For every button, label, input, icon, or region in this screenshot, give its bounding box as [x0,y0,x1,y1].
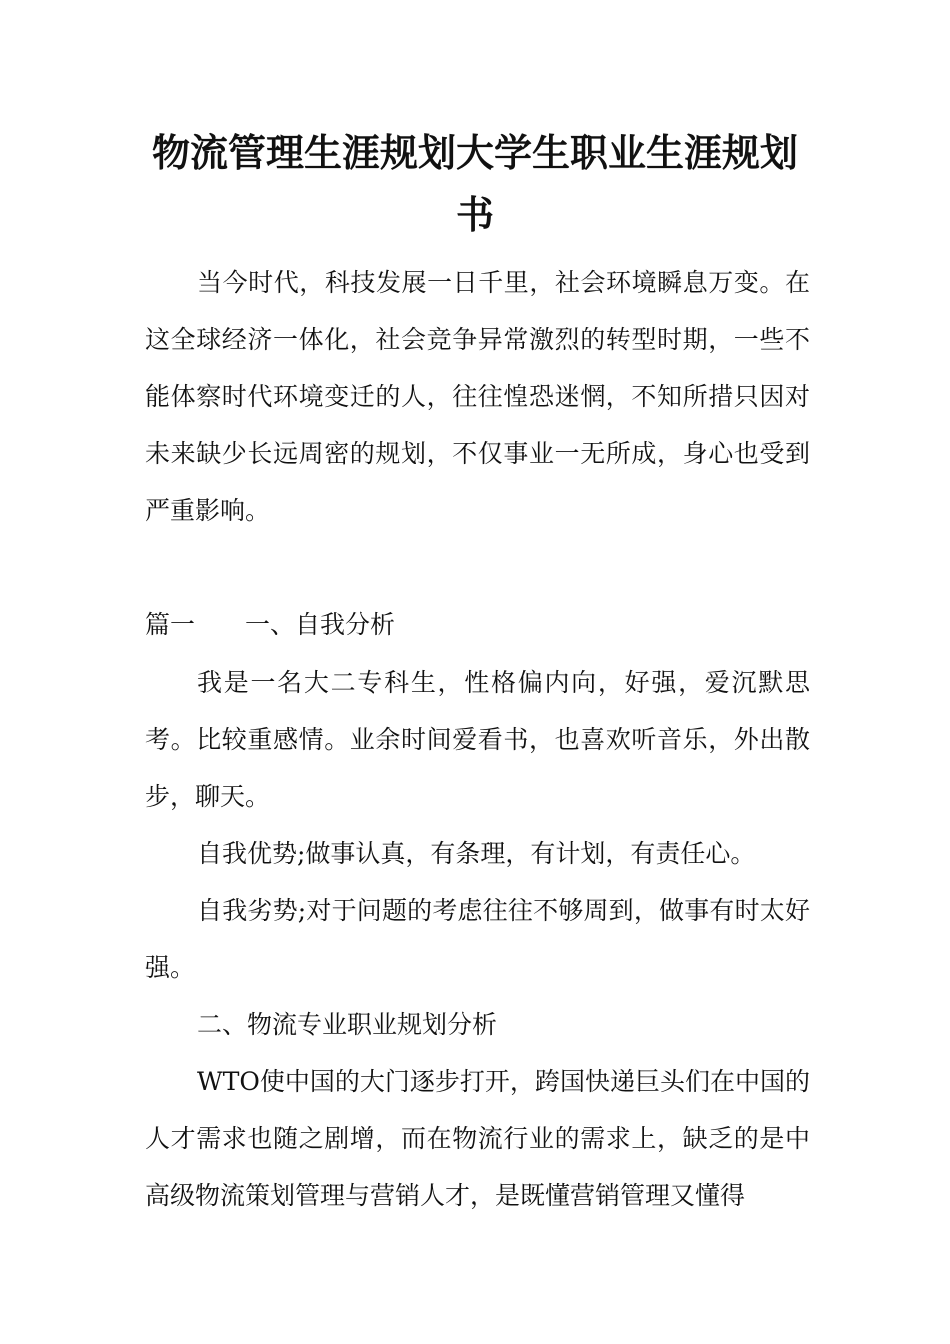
intro-paragraph: 当今时代，科技发展一日千里，社会环境瞬息万变。在这全球经济一体化，社会竞争异常激烈的转型时期，一些不能体察时代环境变迁的人，往往惶恐迷惘，不知所措只因对未来缺少长远周密的规划，不仅事业一无所成，身心也受到严重影响。 [145,268,810,525]
section-heading: 一、自我分析 [245,610,396,639]
document-title: 物流管理生涯规划大学生职业生涯规划书 [151,130,798,237]
section-two-heading: 二、物流专业职业规划分析 [197,1010,498,1039]
weaknesses-paragraph: 自我劣势;对于问题的考虑往往不够周到，做事有时太好强。 [145,896,810,982]
self-description-paragraph: 我是一名大二专科生，性格偏内向，好强，爱沉默思考。比较重感情。业余时间爱看书，也喜欢听音乐，外出散步，聊天。 [145,668,810,811]
strengths-paragraph: 自我优势;做事认真，有条理，有计划，有责任心。 [197,839,756,868]
section-one-heading [145,596,810,653]
logistics-analysis-paragraph: WTO使中国的大门逐步打开，跨国快递巨头们在中国的人才需求也随之剧增，而在物流行业的需求上，缺乏的是中高级物流策划管理与营销人才，是既懂营销管理又懂得 [145,1067,810,1210]
section-prefix: 篇一 [145,610,196,639]
